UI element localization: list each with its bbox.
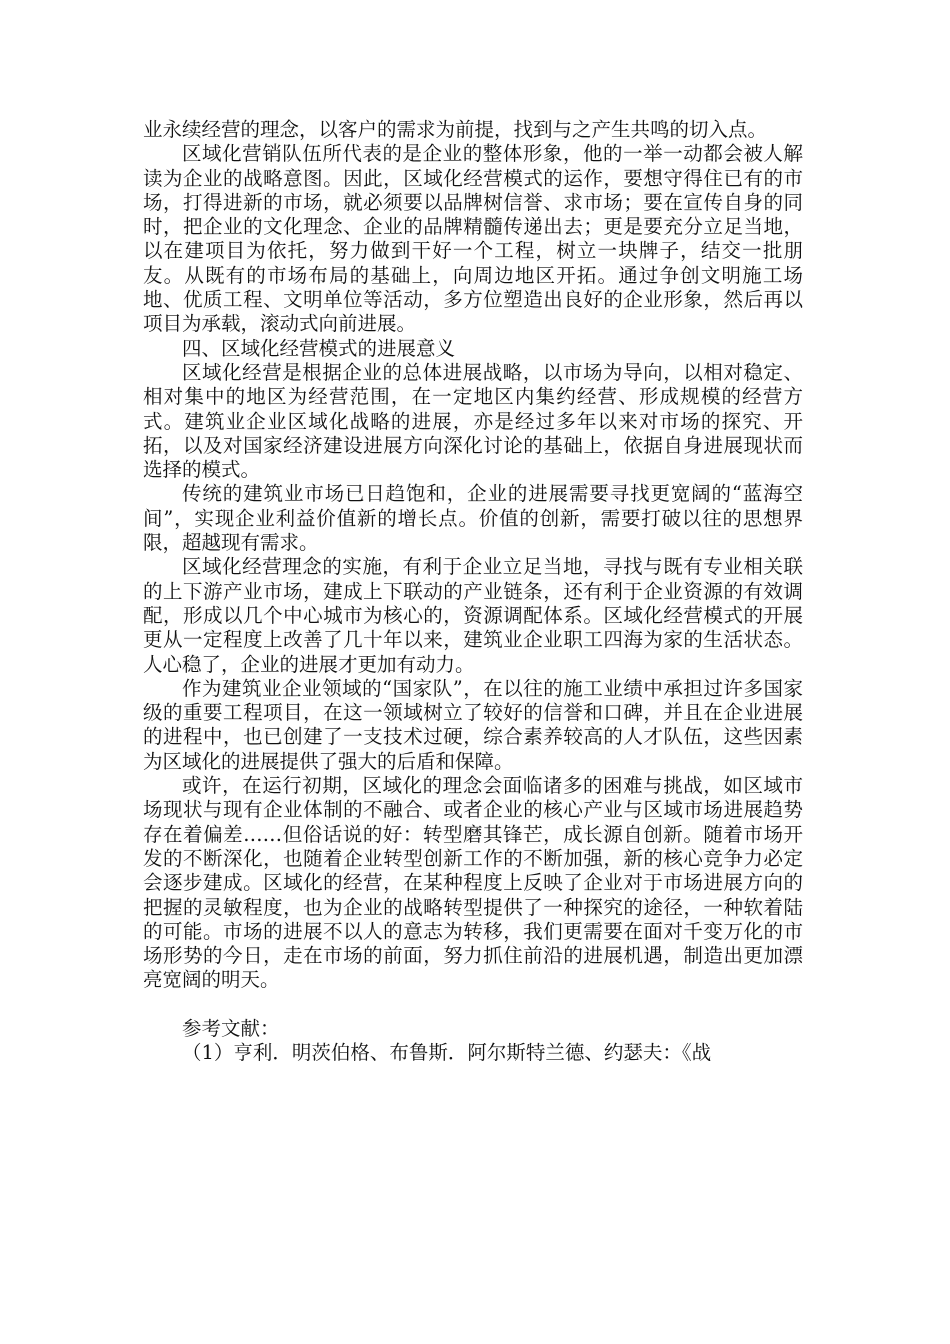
paragraph-continuation: 业永续经营的理念，以客户的需求为前提，找到与之产生共鸣的切入点。 bbox=[143, 118, 768, 141]
paragraph: 或许，在运行初期，区域化的理念会面临诸多的困难与挑战，如区域市场现状与现有企业体制的不融合、或者企业的核心产业与区域市场进展趋势存在着偏差……但俗话说的好：转型磨其锋芒，成长源自创新。随着市场开发的不断深化，也随着企业转型创新工作的不断加强，新的核心竞争力必定会逐步建成。区域化的经营，在某种程度上反映了企业对于市场进展方向的把握的灵敏程度，也为企业的战略转型提供了一种探究的途径，一种软着陆的可能。市场的进展不以人的意志为转移，我们更需要在面对千变万化的市场形势的今日，走在市场的前面，努力抓住前沿的进展机遇，制造出更加漂亮宽阔的明天。 bbox=[143, 774, 803, 992]
paragraph: 传统的建筑业市场已日趋饱和，企业的进展需要寻找更宽阔的“蓝海空间”，实现企业利益价值新的增长点。价值的创新，需要打破以往的思想界限，超越现有需求。 bbox=[143, 482, 803, 555]
paragraph: 区域化营销队伍所代表的是企业的整体形象，他的一举一动都会被人解读为企业的战略意图。因此，区域化经营模式的运作，要想守得住已有的市场，打得进新的市场，就必须要以品牌树信誉、求市场；要在宣传自身的同时，把企业的文化理念、企业的品牌精髓传递出去；更是要充分立足当地，以在建项目为依托，努力做到干好一个工程，树立一块牌子，结交一批朋友。从既有的市场布局的基础上，向周边地区开拓。通过争创文明施工场地、优质工程、文明单位等活动，多方位塑造出良好的企业形象，然后再以项目为承载，滚动式向前进展。 bbox=[143, 142, 803, 336]
section-heading: 四、区域化经营模式的进展意义 bbox=[182, 336, 456, 360]
paragraph: 区域化经营是根据企业的总体进展战略，以市场为导向，以相对稳定、相对集中的地区为经营范围，在一定地区内集约经营、形成规模的经营方式。建筑业企业区域化战略的进展，亦是经过多年以来对市场的探究、开拓，以及对国家经济建设进展方向深化讨论的基础上，依据自身进展现状而选择的模式。 bbox=[143, 360, 803, 482]
paragraph: 作为建筑业企业领域的“国家队”，在以往的施工业绩中承担过许多国家级的重要工程项目，在这一领域树立了较好的信誉和口碑，并且在企业进展的进程中，也已创建了一支技术过硬，综合素养较高的人才队伍，这些因素为区域化的进展提供了强大的后盾和保障。 bbox=[143, 676, 803, 773]
reference-item: （1）亨利．明茨伯格、布鲁斯．阿尔斯特兰德、约瑟夫：《战 bbox=[182, 1041, 712, 1065]
document-body bbox=[143, 118, 803, 1066]
paragraph: 区域化经营理念的实施，有利于企业立足当地，寻找与既有专业相关联的上下游产业市场，建成上下联动的产业链条，还有利于企业资源的有效调配，形成以几个中心城市为核心的，资源调配体系。区域化经营模式的开展更从一定程度上改善了几十年以来，建筑业企业职工四海为家的生活状态。人心稳了，企业的进展才更加有动力。 bbox=[143, 555, 803, 676]
references-title: 参考文献： bbox=[182, 1016, 280, 1040]
